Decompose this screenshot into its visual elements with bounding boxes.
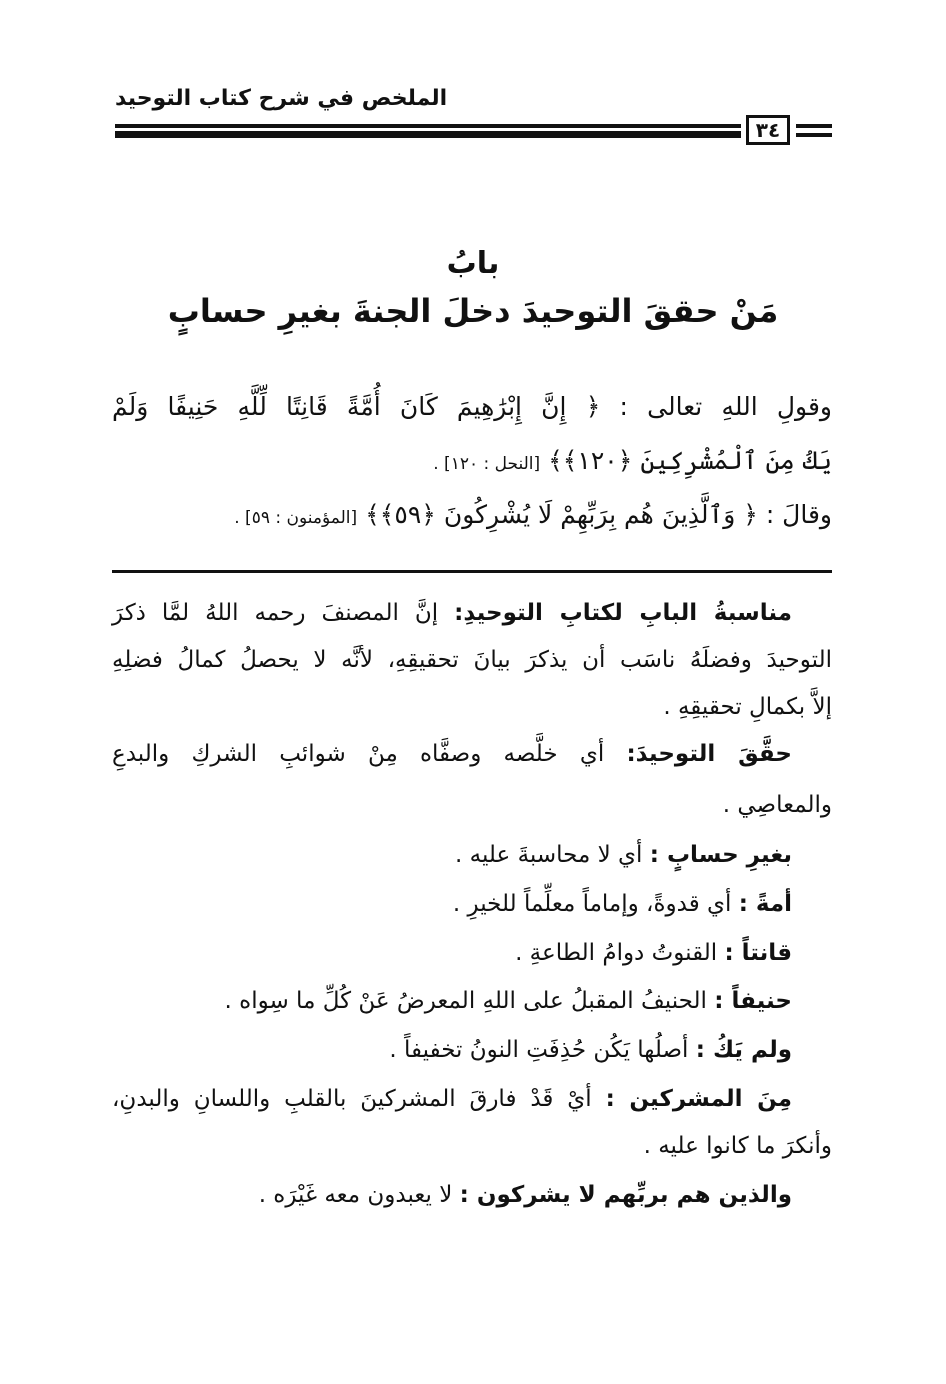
header-rule-thick	[115, 131, 741, 138]
commentary-text: والمعاصِي .	[722, 792, 832, 818]
commentary-term: مناسبةُ البابِ لكتابِ التوحيدِ:	[454, 600, 792, 626]
commentary-line	[112, 842, 832, 868]
commentary-line	[112, 647, 832, 673]
verse-reference: [النحل : ١٢٠] .	[433, 454, 541, 474]
quran-verse: ﴿ إِنَّ إِبْرَٰهِيمَ كَانَ أُمَّةً قَانِتًا لِّلَّهِ حَنِيفًا وَلَمْ	[112, 392, 601, 421]
header-dash	[796, 133, 832, 137]
commentary-text: إنَّ المصنفَ رحمه اللهُ لمَّا ذكرَ	[112, 600, 455, 626]
commentary-line	[112, 1037, 832, 1063]
commentary-text: أصلُها يَكُن حُذِفَتِ النونُ تخفيفاً .	[389, 1037, 696, 1063]
running-title: الملخص في شرح كتاب التوحيد	[115, 86, 448, 111]
commentary-term: حنيفاً :	[714, 988, 792, 1014]
commentary-text: الحنيفُ المقبلُ على اللهِ المعرضُ عَنْ كُلِّ ما سِواه .	[224, 988, 715, 1014]
commentary-term: مِنَ المشركين :	[605, 1086, 793, 1112]
commentary-text: أيْ قَدْ فارقَ المشركينَ بالقلبِ واللسانِ والبدنِ،	[112, 1086, 606, 1112]
commentary-text: وأنكرَ ما كانوا عليه .	[643, 1133, 832, 1159]
commentary-text: إلاَّ بكمالِ تحقيقِهِ .	[663, 694, 832, 720]
page-number: ٣٤	[746, 115, 790, 145]
commentary-line	[112, 1133, 832, 1159]
verse-line-2	[112, 446, 832, 475]
section-divider	[112, 570, 832, 573]
commentary-term: أمةً :	[738, 891, 792, 917]
commentary-line	[112, 694, 832, 720]
header-dash	[796, 124, 832, 128]
verse-lead: وقالَ :	[765, 500, 832, 529]
header-rule-thin	[115, 124, 741, 128]
commentary-line	[112, 600, 832, 626]
verse-lead: وقولِ اللهِ تعالى :	[619, 392, 832, 421]
commentary-line	[112, 988, 832, 1014]
commentary-line	[112, 1086, 832, 1112]
quran-verse: ﴿ وَٱلَّذِينَ هُم بِرَبِّهِمْ لَا يُشْرِكُونَ ﴿٥٩﴾﴾	[365, 500, 758, 529]
commentary-text: أي لا محاسبةَ عليه .	[455, 842, 650, 868]
quran-verse: يَكُ مِنَ ٱلْمُشْرِكِينَ ﴿١٢٠﴾﴾	[548, 446, 832, 475]
commentary-term: قانتاً :	[724, 940, 792, 966]
commentary-line	[112, 891, 832, 917]
commentary-term: بغيرِ حسابٍ :	[649, 842, 792, 868]
verse-line-1	[112, 392, 832, 421]
commentary-term: حقَّقَ التوحيدَ:	[626, 741, 792, 767]
chapter-label: بابُ	[446, 246, 500, 281]
verse-line-3	[112, 500, 832, 529]
commentary-line	[112, 792, 832, 818]
commentary-text: لا يعبدون معه غَيْرَه .	[258, 1182, 460, 1208]
commentary-text: أي قدوةً، وإماماً معلِّماً للخيرِ .	[452, 891, 739, 917]
commentary-term: ولم يَكُ :	[695, 1037, 792, 1063]
commentary-text: القنوتُ دوامُ الطاعةِ .	[515, 940, 725, 966]
commentary-line	[112, 1182, 832, 1208]
commentary-term: والذين هم بربِّهم لا يشركون :	[459, 1182, 792, 1208]
commentary-line	[112, 741, 832, 767]
commentary-text: أي خلَّصه وصفَّاه مِنْ شوائبِ الشركِ والبدعِ	[112, 741, 627, 767]
commentary-text: التوحيدَ وفضلَهُ ناسَب أن يذكرَ بيانَ تحقيقِهِ، لأنَّه لا يحصلُ كمالُ فضلِهِ	[112, 647, 832, 673]
commentary-line	[112, 940, 832, 966]
verse-reference: [المؤمنون : ٥٩] .	[234, 508, 358, 528]
chapter-title: مَنْ حققَ التوحيدَ دخلَ الجنةَ بغيرِ حسابٍ	[167, 292, 779, 330]
